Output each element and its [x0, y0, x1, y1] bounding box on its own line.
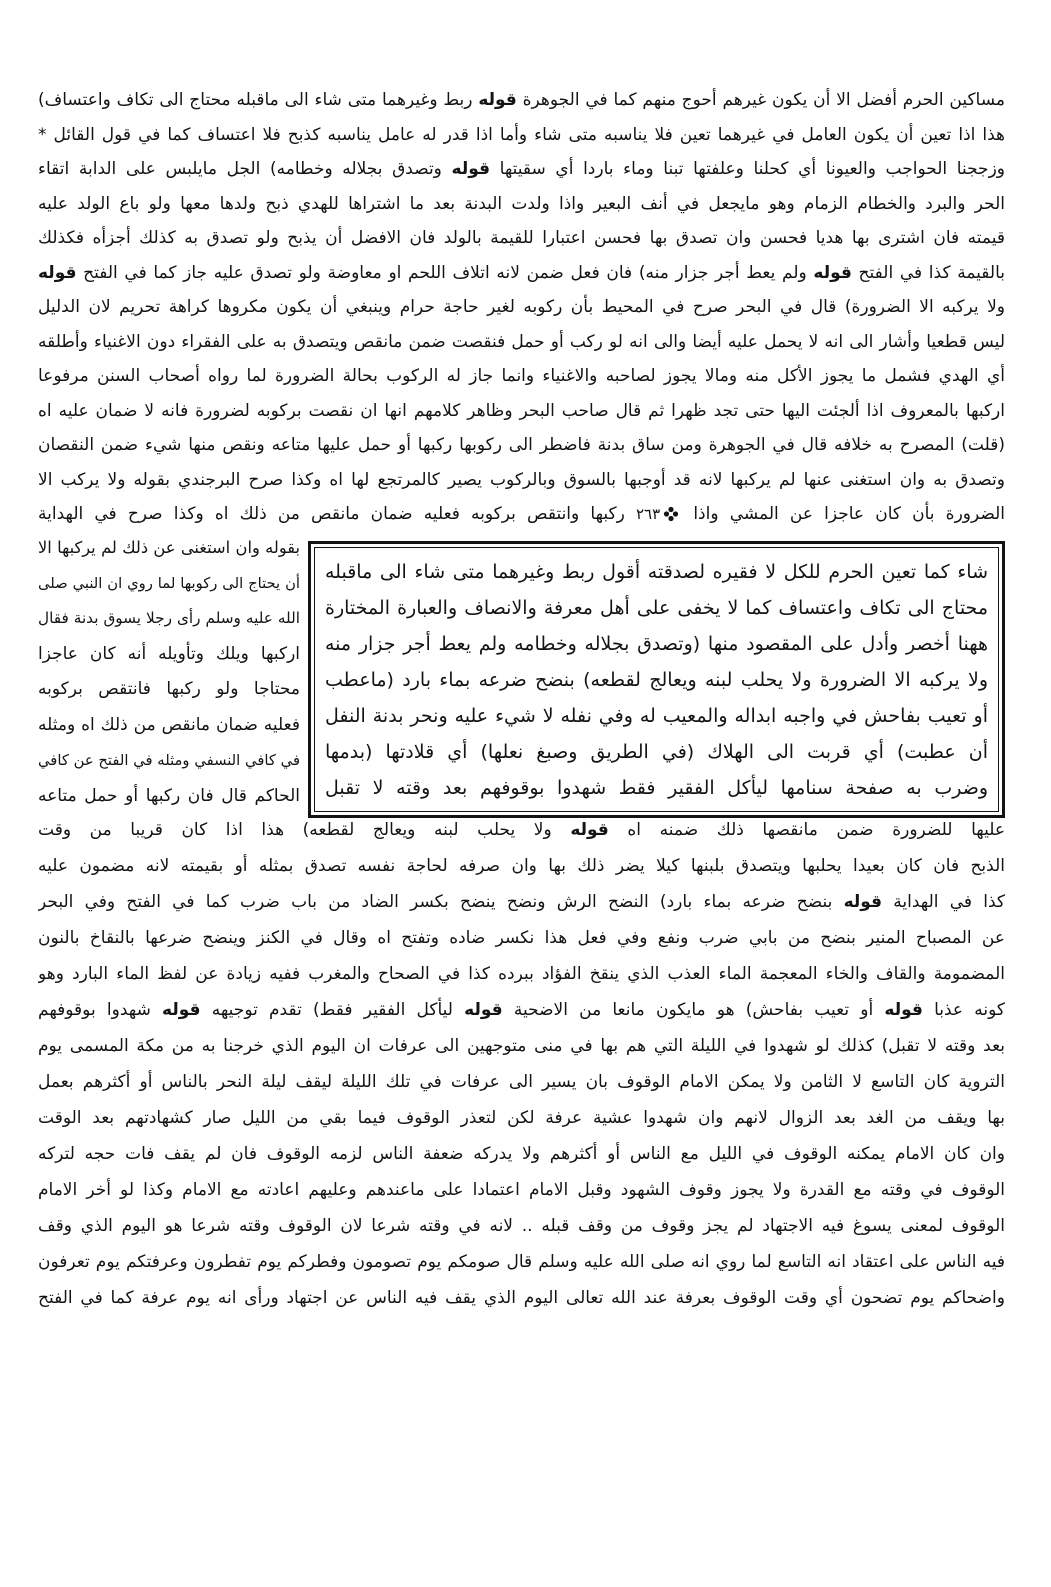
text-line: اركبها بالمعروف اذا ألجئت اليها حتى تجد ظهرا ثم قال صاحب البحر وظاهر كلامهم انها ان نقصت بركوبه لضرورة فانه لا ضمان عليه اه [38, 400, 1005, 421]
rubric-keyword: قوله [884, 1000, 923, 1020]
text-line: أن عطبت) أي قربت الى الهلاك (في الطريق وصبغ نعلها) أي قلادتها (بدمها [325, 741, 988, 763]
text-line [38, 497, 1005, 532]
line-segment: الضرورة بأن كان عاجزا عن المشي واذا [693, 504, 1005, 524]
rubric-keyword: قوله [478, 90, 517, 110]
rubric-keyword: قوله [570, 820, 609, 840]
text-line: بعد وقته لا تقبل) كذلك لو شهدوا في الليلة التي هم بها في منى متوجهين الى عرفات ان اليوم الذي خرجنا به من مكة المسمى يوم [38, 1036, 1005, 1056]
commentary-top [38, 83, 1005, 532]
rubric-keyword: قوله [843, 892, 883, 912]
text-line: أي الهدي فشمل ما يجوز الأكل منه ومالا يجوز لصاحبه والاغنياء وانما جاز له الركوب بحالة الضرورة لما رواه أصحاب السنن مرفوعا [38, 366, 1005, 386]
text-line: الحر والبرد والخطام الزمام وهو مايجعل في أنف البعير واذا ولدت البدنة بعد ما اشتراها للهدي ذبح ولدها معها ولو باع الولد عليه [38, 193, 1005, 214]
text-line: أو تعيب بفاحش في واجبه ابداله والمعيب له وفي نفله لا شيء عليه ونحر بدنة النفل [325, 705, 988, 727]
line-segment: ركبها وانتقص بركوبه فعليه ضمان مانقص من ذلك اه وكذا صرح في الهداية [38, 504, 625, 524]
text-line: (قلت) المصرح به خلافه قال في الجوهرة ومن ساق بدنة فاضطر الى ركوبها ركبها أو حمل عليها متاعه ونقص منها شيء ضمن النقصان [38, 435, 1005, 455]
text-line: ههنا أخصر وأدل على المقصود منها (وتصدق بجلاله وخطامه ولم يعط أجر جزار منه [325, 633, 988, 655]
text-line: الذبح فان كان بعيدا يحلبها ويتصدق بلبنها كيلا يضر ذلك بها وان صرفه لحاجة نفسه تصدق بمثله أو بقيمته لانه مضمون عليه [38, 856, 1005, 876]
text-line: الله عليه وسلم رأى رجلا يسوق بدنة فقال [38, 609, 300, 627]
text-line: ليس قطعيا وأشار الى انه لا يحمل عليه أيضا والى انه لو ركب أو حمل فنقصت ضمن مانقص ويتصدق به على الفقراء دون الاغنياء وأطلقه [38, 331, 1005, 352]
text-line: قيمته فان اشترى بها هديا فحسن وان تصدق بها فحسن اعتبارا للقيمة بالولد فان الافضل أن يذبح ولو تصدق به كذلك أجزأه فكذلك [38, 228, 1005, 248]
text-line: ولا يركبه الا الضرورة) قال في البحر صرح في المحيط بأن ركوبه لغير حاجة حرام وينبغي أن يكون مكروها كراهة تحريم لان الدليل [38, 297, 1005, 317]
commentary-bottom [38, 812, 1005, 1316]
rubric-keyword: قوله [38, 262, 77, 283]
rubric-keyword: قوله [464, 1000, 503, 1020]
text-line: الوقوف لمعنى يسوغ فيه الاجتهاد لم يجز وقوف من وقف قبله .. لانه في وقته شرعا لان الوقوف وقته شرعا هو اليوم الذي وقف [38, 1216, 1005, 1236]
rubric-keyword: قوله [451, 159, 491, 179]
text-line: الحاكم قال فان ركبها أو حمل متاعه [38, 785, 300, 806]
rubric-keyword: قوله [162, 1000, 201, 1020]
text-line: بها ويقف من الغد بعد الزوال لانهم وان شهدوا عشية عرفة لكن لتعذر الوقوف فيما بقي من الليل صار كشهادتهم بعد الوقت [38, 1108, 1005, 1128]
page-ornament-icon [663, 506, 679, 522]
text-line: فعليه ضمان مانقص من ذلك اه ومثله [38, 714, 300, 735]
page-number: ٢٦٣ [636, 505, 661, 523]
text-line: بقوله وان استغنى عن ذلك لم يركبها الا [38, 538, 300, 557]
text-line: ولا يركبه الا الضرورة ولا يحلب لبنه ويعالج لقطعه) بنضح ضرعه بماء بارد (ماعطب [325, 669, 988, 691]
text-line: وتصدق به وان استغنى عنها لم يركبها لانه قد أوجبها بالسوق وبالركوب يصير كالمرتجع لها اه وكذا صرح البرجندي بقوله ولا يركب الا [38, 469, 1005, 490]
matn-inner-frame [314, 547, 999, 812]
matn-box [308, 541, 1005, 818]
text-line: عن المصباح المنير بنضح من بابي ضرب ونفع وفي فعل هذا نكسر ضاده وتفتح اه وقال في الكنز وينضح ضرعها بالنقاخ بالنون [38, 928, 1005, 948]
text-line: عليها للضرورة ضمن مانقصها ذلك ضمنه اه قوله ولا يحلب لبنه ويعالج لقطعه) هذا اذا كان قريبا من وقت [38, 820, 1005, 840]
text-line: في كافي النسفي ومثله في الفتح عن كافي [38, 752, 300, 769]
text-line: فيه الناس على اعتقاد انه التاسع لما روي انه صلى الله عليه وسلم قال صومكم يوم تصومون وفطركم يوم تفطرون وعرفتكم يوم تعرفون [38, 1252, 1005, 1272]
page-number-mark [636, 504, 682, 524]
text-line: واضحاكم يوم تضحون أي وقت الوقوف بعرفة عند الله تعالى اليوم الذي يقف فيه الناس عن اجتهاد ورأى انه يوم عرفة كما في الفتح [38, 1288, 1005, 1308]
text-line: شاء كما تعين الحرم للكل لا فقيره لصدقته أقول ربط وغيرهما متى شاء الى ماقبله [325, 561, 988, 583]
text-line: هذا اذا تعين أن يكون العامل في غيرهما تعين فلا يناسبه متى شاء وأما اذا قدر له عامل يناسبه كذبح فلا اعتساف كما في قول القائل * [38, 124, 1005, 145]
text-line: محتاجا ولو ركبها فانتقص بركوبه [38, 679, 300, 699]
text-line: وزججنا الحواجب والعيونا أي كحلنا وعلفتها تبنا وماء باردا أي سقيتها قوله وتصدق بجلاله وخطامه) الجل مايلبس على الدابة اتقاء [38, 159, 1005, 179]
commentary-side-column [38, 530, 300, 814]
text-line: وضرب به صفحة سنامها ليأكل الفقير فقط شهدوا بوقوفهم بعد وقته لا تقبل [325, 777, 988, 799]
text-line: الوقوف في وقته مع القدرة ولا يجوز وقوف الشهود وقبل الامام اعتمادا على ماعندهم وعليهم اعادته مع الامام وكذا لو أخر الامام [38, 1180, 1005, 1200]
matn-text [325, 554, 988, 806]
text-line: كونه عذبا قوله أو تعيب بفاحش) هو مايكون مانعا من الاضحية قوله ليأكل الفقير فقط) تقدم توجيهه قوله شهدوا بوقوفهم [38, 1000, 1005, 1020]
text-line: أن يحتاج الى ركوبها لما روي ان النبي صلى [38, 574, 300, 592]
text-line: كذا في الهداية قوله بنضح ضرعه بماء بارد) النضح الرش ونضح ينضح بكسر الضاد من باب ضرب كما في الفتح وفي البحر [38, 892, 1005, 912]
text-line: محتاج الى تكاف واعتساف كما لا يخفى على أهل معرفة والانصاف والعبارة المختارة [325, 597, 988, 619]
text-line: المضمومة والقاف والخاء المعجمة الماء العذب الذي ينقخ الفؤاد ببرده كذا في الصحاح والمغرب ففيه زيادة عن لفظ الماء البارد وهو [38, 964, 1005, 984]
text-line: بالقيمة كذا في الفتح قوله ولم يعط أجر جزار منه) فان فعل ضمن لانه اتلاف اللحم او معاوضة ولو تصدق عليه جاز كما في الفتح قوله [38, 262, 1005, 283]
text-line: مساكين الحرم أفضل الا أن يكون غيرهم أحوج منهم كما في الجوهرة قوله ربط وغيرهما متى شاء الى ماقبله محتاج الى تكاف واعتساف) [38, 90, 1005, 110]
text-line: التروية كان التاسع لا الثامن ولا يمكن الامام الوقوف بان يسير الى عرفات في تلك الليلة ليقف ليلة النحر بالناس أو أكثرهم بعمل [38, 1072, 1005, 1092]
text-line: وان كان الامام يمكنه الوقوف في الليل مع الناس أو أكثرهم ولا يدركه ضعفة الناس لزمه الوقوف فان لم يقف فات حجه لتركه [38, 1144, 1005, 1164]
text-line: اركبها ويلك وتأويله أنه كان عاجزا [38, 643, 300, 664]
rubric-keyword: قوله [813, 262, 852, 283]
